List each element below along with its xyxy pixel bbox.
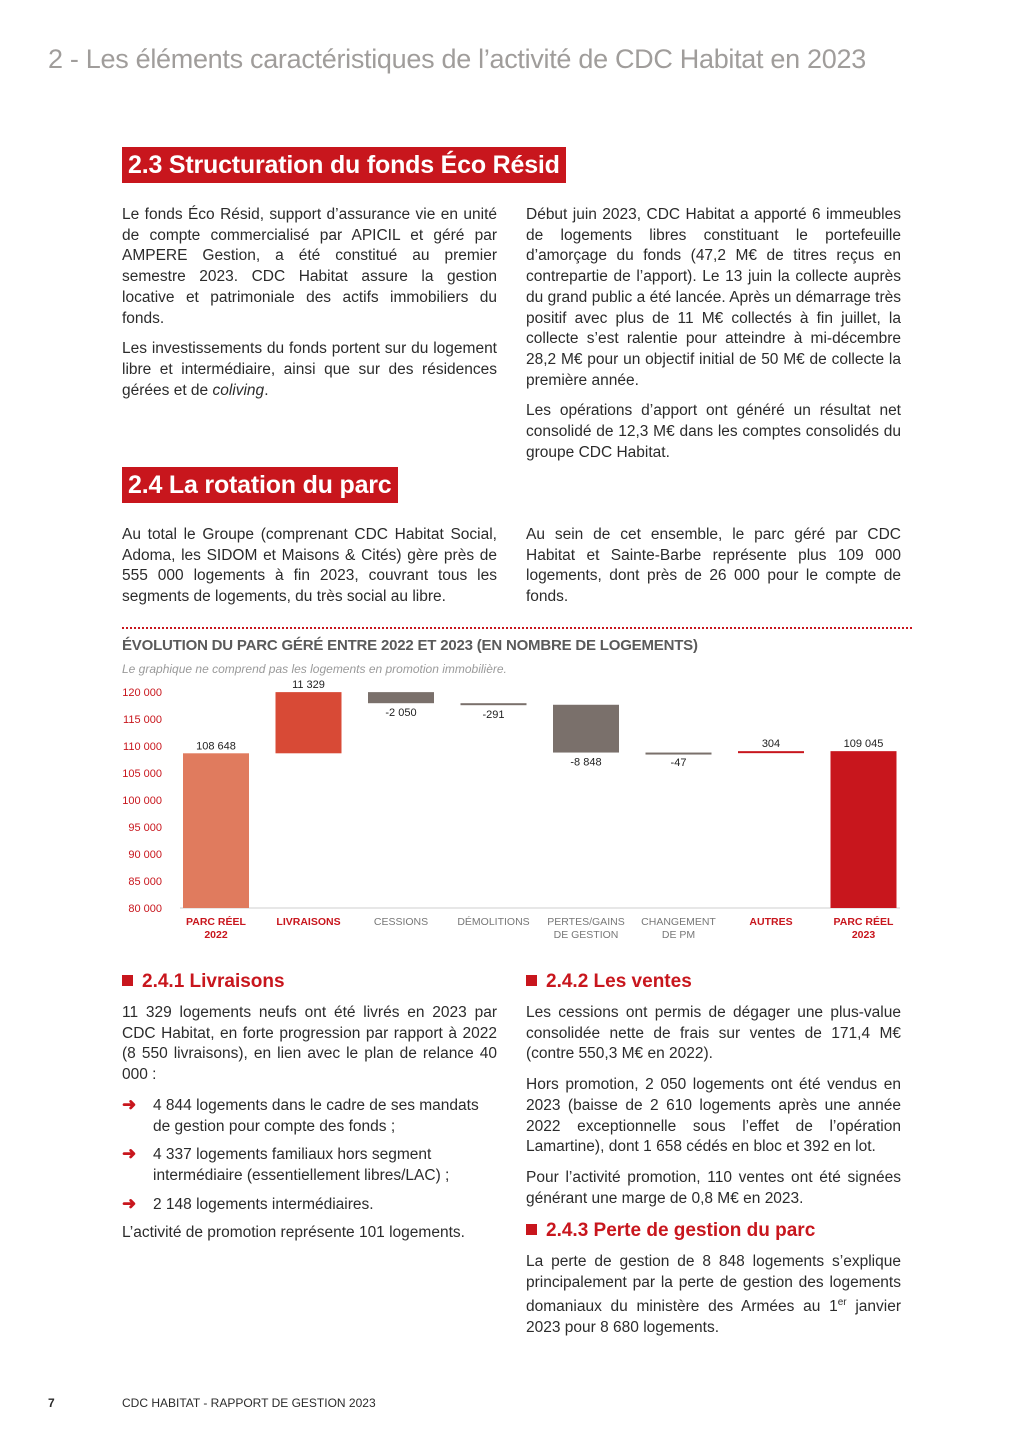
y-tick-label: 95 000 — [128, 822, 162, 834]
paragraph: 11 329 logements neufs ont été livrés en 2023 par CDC Habitat, en forte progression par rapport à 2022 (8 550 livraisons), en lien avec le plan de relance 40 000 : — [122, 1004, 497, 1084]
list-item — [122, 1145, 497, 1186]
chart-bar — [183, 753, 249, 908]
y-tick-label: 115 000 — [123, 714, 162, 726]
paragraph: Pour l’activité promotion, 110 ventes ont été signées générant une marge de 0,8 M€ en 2023. — [526, 1168, 901, 1207]
subsection-title-2-4-1 — [122, 971, 285, 993]
chart-bar — [461, 703, 527, 705]
paragraph: Le fonds Éco Résid, support d’assurance vie en unité de compte commercialisé par APICIL et géré par AMPERE Gestion, a été constitué au premier semestre 2023. CDC Habitat assure la gestion locative et patrimoniale des actifs immobiliers du fonds. — [122, 206, 497, 327]
square-icon — [122, 975, 133, 986]
list-item-text: 4 337 logements familiaux hors segment intermédiaire (essentiellement libres/LAC) ; — [153, 1146, 450, 1184]
paragraph: Hors promotion, 2 050 logements ont été vendus en 2023 (baisse de 2 610 logements après une année 2022 exceptionnelle sous l’effet de l’opération Lamartine), dont 1 658 cédés en bloc et 392 en lot. — [526, 1076, 901, 1156]
list-item — [122, 1195, 497, 1216]
section-2-4-left-column — [122, 525, 497, 618]
category-label: PERTES/GAINS — [547, 916, 625, 928]
subsection-title-2-4-3 — [526, 1220, 815, 1242]
paragraph — [122, 339, 497, 401]
chart-bar — [368, 692, 434, 703]
chart-bar — [646, 753, 712, 755]
data-label: 109 045 — [843, 738, 884, 751]
y-tick-label: 90 000 — [128, 849, 162, 861]
category-label: DE PM — [661, 929, 696, 941]
y-tick-label: 100 000 — [122, 795, 162, 807]
paragraph: Au sein de cet ensemble, le parc géré par CDC Habitat et Sainte-Barbe représente plus 109 000 logements, dont près de 26 000 pour le compte de fonds. — [526, 526, 901, 606]
paragraph: L’activité de promotion représente 101 logements. — [122, 1224, 465, 1242]
category-label: PARC RÉEL — [186, 916, 246, 928]
superscript: er — [837, 1297, 847, 1309]
paragraph — [526, 1252, 901, 1339]
arrow-right-icon: ➜ — [122, 1094, 137, 1114]
y-tick-label: 80 000 — [128, 903, 162, 915]
y-tick-label: 85 000 — [128, 876, 162, 888]
list-item-text: 4 844 logements dans le cadre de ses mandats de gestion pour compte des fonds ; — [153, 1096, 479, 1135]
data-label: 11 329 — [292, 680, 325, 692]
square-icon — [526, 1224, 537, 1235]
paragraph: Les opérations d’apport ont généré un résultat net consolidé de 12,3 M€ dans les comptes consolidés du groupe CDC Habitat. — [526, 402, 901, 461]
chart-bar — [553, 705, 619, 753]
emphasis: coliving — [212, 381, 265, 399]
category-label: CESSIONS — [373, 916, 429, 928]
data-label: -291 — [482, 708, 505, 721]
footer-text: CDC HABITAT - RAPPORT DE GESTION 2023 — [122, 1396, 376, 1410]
section-2-4-2-column — [526, 1003, 901, 1219]
text: La perte de gestion de 8 848 logements s’explique principalement par la perte de gestion des logements domaniaux du ministère des Armées au 1 — [526, 1253, 901, 1316]
text: Les investissements du fonds portent sur du logement libre et intermédiaire, ainsi que sur des résidences gérées et de — [122, 340, 497, 399]
text: janvier 2023 pour 8 680 logements. — [526, 1298, 901, 1337]
list-item-text: 2 148 logements intermédiaires. — [153, 1195, 374, 1213]
category-label: AUTRES — [749, 916, 793, 928]
data-label: -2 050 — [385, 707, 417, 720]
waterfall-chart — [100, 680, 920, 950]
category-label: CHANGEMENT — [641, 916, 716, 928]
arrow-right-icon: ➜ — [122, 1193, 137, 1213]
subsection-title-2-4-2 — [526, 971, 692, 993]
data-label: -8 848 — [570, 756, 602, 769]
square-icon — [526, 975, 537, 986]
arrow-right-icon: ➜ — [122, 1144, 137, 1164]
subsection-title-text: 2.4.3 Perte de gestion du parc — [546, 1220, 816, 1241]
section-2-3-right-column — [526, 205, 901, 473]
paragraph: Début juin 2023, CDC Habitat a apporté 6 immeubles de logements libres constituant le portefeuille d’amorçage du fonds (47,2 M€ de titres reçus en contrepartie de l’apport). Le 13 juin la collecte auprès du grand public a été lancée. Après un démarrage très positif avec plus de 11 M€ collectés à fin juillet, la collecte s’est ralentie pour atteindre à mi-décembre 28,2 M€ pour un objectif initial de 50 M€ de collecte la première année. — [526, 206, 901, 389]
text: . — [264, 381, 269, 399]
chart-bar — [276, 692, 342, 753]
data-label: 304 — [761, 738, 781, 751]
category-label: PARC RÉEL — [833, 916, 894, 928]
page-title: 2 - Les éléments caractéristiques de l’activité de CDC Habitat en 2023 — [48, 44, 866, 74]
y-tick-label: 120 000 — [122, 687, 162, 699]
category-label: DÉMOLITIONS — [457, 916, 530, 928]
section-title-2-3: 2.3 Structuration du fonds Éco Résid — [122, 147, 566, 183]
section-2-4-right-column — [526, 525, 901, 618]
y-tick-label: 110 000 — [123, 741, 162, 753]
chart-note: Le graphique ne comprend pas les logements en promotion immobilière. — [122, 662, 507, 676]
chart-bar — [738, 751, 804, 753]
category-label: LIVRAISONS — [276, 916, 341, 928]
delivery-list — [122, 1096, 497, 1216]
section-title-2-4: 2.4 La rotation du parc — [122, 467, 398, 503]
section-2-4-1-column — [122, 1003, 497, 1254]
paragraph: Les cessions ont permis de dégager une plus-value consolidée nette de frais sur ventes de 171,4 M€ (contre 550,3 M€ en 2022). — [526, 1004, 901, 1063]
y-tick-label: 105 000 — [122, 768, 162, 780]
subsection-title-text: 2.4.1 Livraisons — [142, 971, 285, 992]
chart-bar — [831, 751, 897, 908]
category-label: DE GESTION — [553, 929, 619, 941]
section-2-4-3-column — [526, 1252, 901, 1349]
subsection-title-text: 2.4.2 Les ventes — [546, 971, 692, 992]
page-number: 7 — [48, 1396, 55, 1410]
chart-heading: ÉVOLUTION DU PARC GÉRÉ ENTRE 2022 ET 2023 (EN NOMBRE DE LOGEMENTS) — [122, 637, 698, 654]
list-item — [122, 1096, 497, 1137]
section-2-3-left-column — [122, 205, 497, 411]
data-label: 108 648 — [196, 740, 236, 753]
dotted-divider — [122, 627, 912, 629]
data-label: -47 — [670, 756, 687, 769]
category-label: 2023 — [851, 929, 876, 941]
category-label: 2022 — [204, 929, 228, 941]
paragraph: Au total le Groupe (comprenant CDC Habitat Social, Adoma, les SIDOM et Maisons & Cités) gère près de 555 000 logements à fin 2023, couvrant tous les segments de logements, du très social au libre. — [122, 526, 497, 606]
